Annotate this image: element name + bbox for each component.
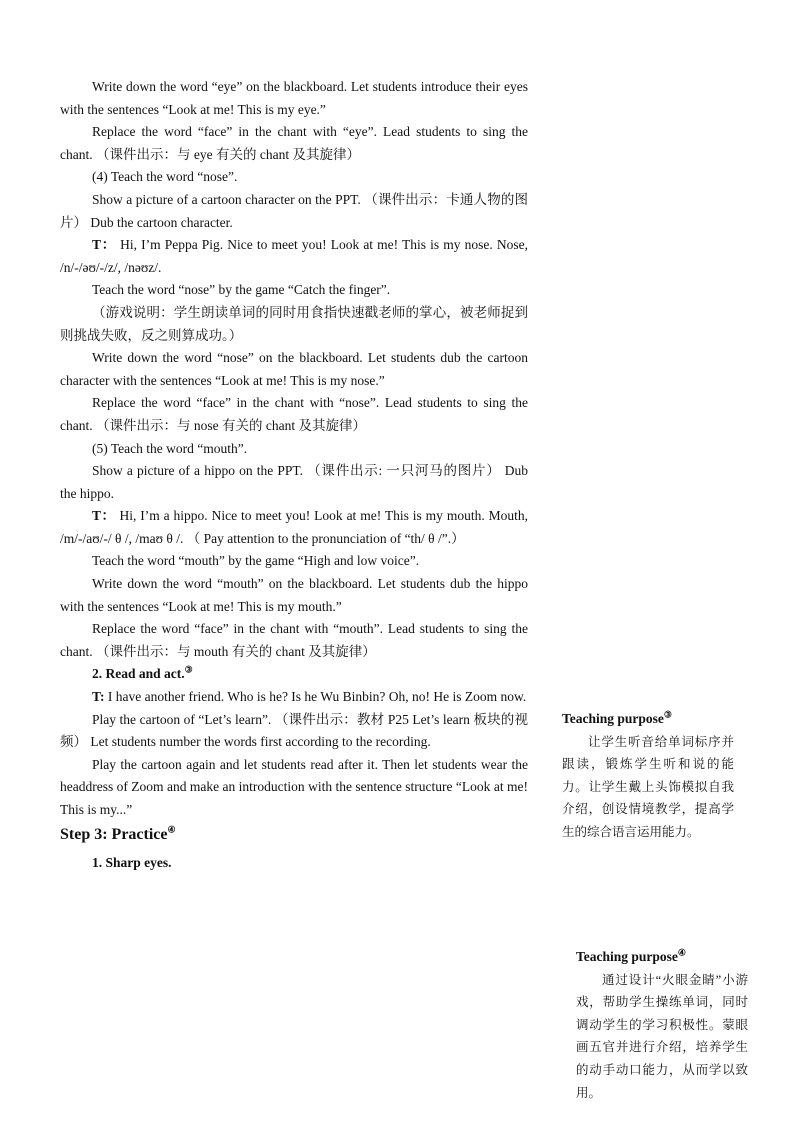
paragraph: Write down the word “nose” on the blackboard. Let students dub the cartoon character with the sentences “Look at me! This is my nose.”	[60, 350, 528, 388]
teaching-purpose-3-body: 让学生听音给单词标序并跟读，锻炼学生听和说的能力。让学生戴上头饰模拟自我介绍，创设情境教学，提高学生的综合语言运用能力。	[562, 734, 734, 839]
step3-heading	[60, 824, 528, 846]
paragraph: Replace the word “face” in the chant with “nose”. Lead students to sing the chant. （课件出示：与 nose 有关的 chant 及其旋律）	[60, 395, 528, 433]
paragraph: Play the cartoon again and let students read after it. Then let students wear the headdress of Zoom and make an introduction with the sentence structure “Look at me! This is my...”	[60, 756, 528, 817]
teaching-purpose-3	[562, 708, 734, 844]
teaching-purpose-3-marker: ③	[663, 709, 672, 720]
paragraph: Replace the word “face” in the chant with “mouth”. Lead students to sing the chant. （课件出示：与 mouth 有关的 chant 及其旋律）	[60, 621, 528, 659]
speaker-label: T：	[92, 237, 116, 253]
paragraph: T： Hi, I’m a hippo. Nice to meet you! Look at me! This is my mouth. Mouth, /m/-/aʊ/-/ θ /, /maʊ θ /. （ Pay attention to the pronunciation of “th/ θ /”.）	[60, 508, 528, 546]
step3-label: Step 3: Practice	[60, 825, 168, 843]
teaching-purpose-4-title	[576, 946, 748, 969]
teaching-purpose-3-title-text: Teaching purpose	[562, 711, 664, 726]
speaker-label: T:	[92, 689, 105, 705]
speaker-label: T：	[92, 508, 116, 524]
paragraph: Write down the word “mouth” on the blackboard. Let students dub the hippo with the sentences “Look at me! This is my mouth.”	[60, 576, 528, 614]
paragraph: T: I have another friend. Who is he? Is he Wu Binbin? Oh, no! He is Zoom now.	[92, 689, 527, 705]
lesson-body	[60, 76, 528, 822]
sharp-eyes-heading: 1. Sharp eyes.	[92, 854, 172, 870]
main-column	[60, 76, 528, 874]
footnote-marker: ③	[184, 664, 193, 675]
paragraph: Teach the word “mouth” by the game “High and low voice”.	[92, 553, 420, 569]
teaching-purpose-3-title	[562, 708, 734, 731]
step3-footnote-marker: ④	[167, 824, 176, 835]
paragraph: T： Hi, I’m Peppa Pig. Nice to meet you! Look at me! This is my nose. Nose, /n/-/əʊ/-/z/, /nəʊz/.	[60, 237, 528, 275]
teaching-purpose-4-marker: ④	[677, 947, 686, 958]
paragraph: Teach the word “nose” by the game “Catch the finger”.	[92, 282, 391, 298]
paragraph: (4) Teach the word “nose”.	[92, 169, 238, 185]
teaching-purpose-4	[576, 946, 748, 1104]
teaching-purpose-4-body: 通过设计“火眼金睛”小游戏，帮助学生操练单词，同时调动学生的学习积极性。蒙眼画五官并进行介绍，培养学生的动手动口能力，从而学以致用。	[576, 972, 748, 1100]
teaching-purpose-4-title-text: Teaching purpose	[576, 949, 678, 964]
paragraph: Show a picture of a cartoon character on the PPT. （课件出示：卡通人物的图片） Dub the cartoon character.	[60, 191, 528, 230]
paragraph: Replace the word “face” in the chant with “eye”. Lead students to sing the chant. （课件出示：与 eye 有关的 chant 及其旋律）	[60, 124, 528, 162]
paragraph: （游戏说明：学生朗读单词的同时用食指快速戳老师的掌心，被老师捉到则挑战失败，反之则算成功。）	[60, 304, 528, 343]
paragraph: Show a picture of a hippo on the PPT. （课件出示: 一只河马的图片） Dub the hippo.	[60, 463, 528, 501]
paragraph	[60, 663, 528, 686]
paragraph: (5) Teach the word “mouth”.	[92, 440, 248, 456]
paragraph-text: 2. Read and act.	[92, 666, 185, 682]
paragraph: Play the cartoon of “Let’s learn”. （课件出示：教材 P25 Let’s learn 板块的视频） Let students number the words first according to the recording.	[60, 711, 528, 750]
paragraph: Write down the word “eye” on the blackboard. Let students introduce their eyes with the sentences “Look at me! This is my eye.”	[60, 79, 528, 117]
